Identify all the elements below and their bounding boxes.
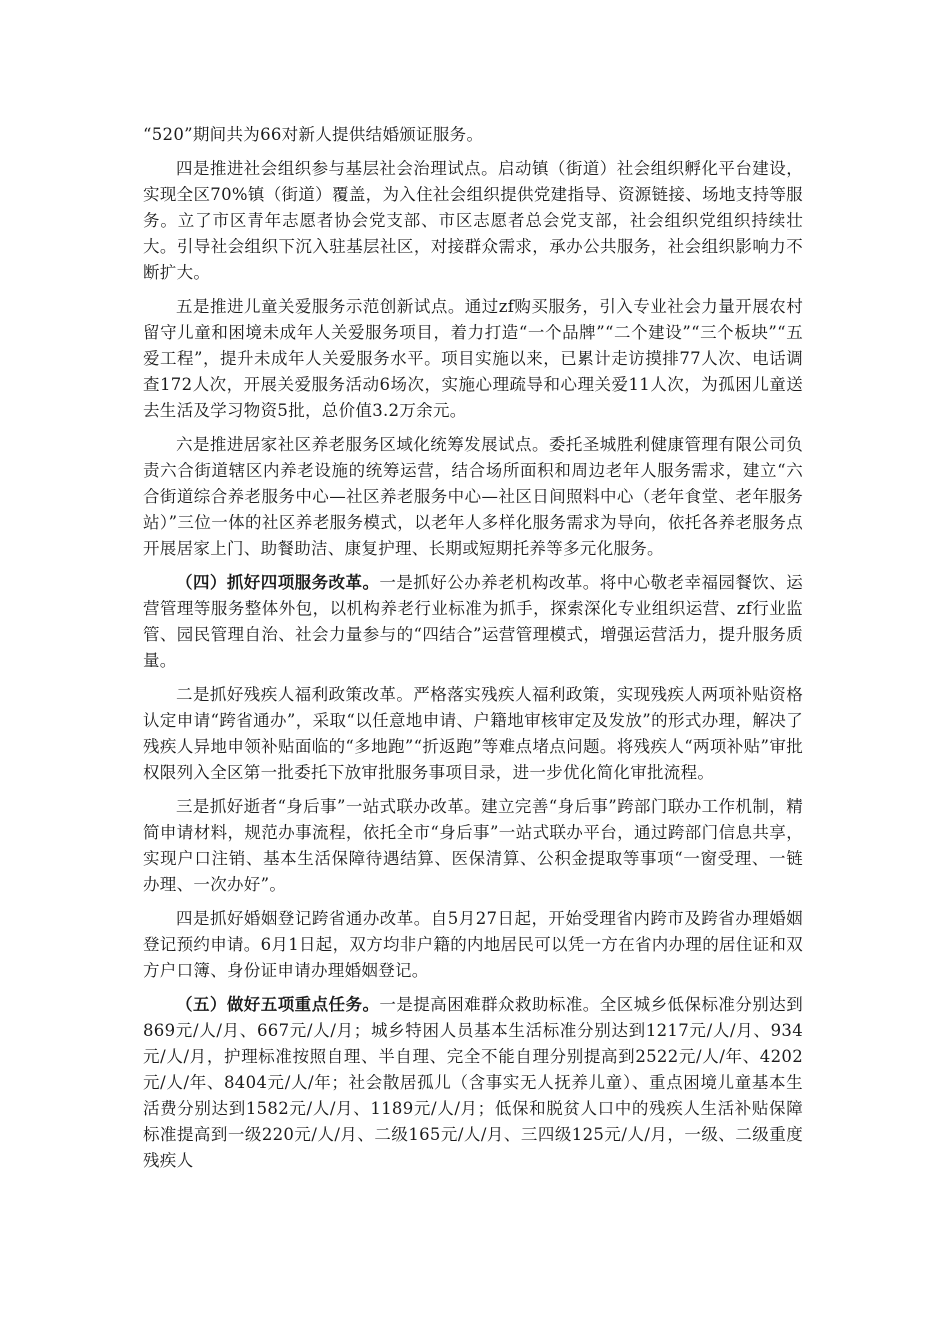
document-page [143,122,803,1182]
paragraph-text: 四是抓好婚姻登记跨省通办改革。自5月27日起，开始受理省内跨市及跨省办理婚姻登记预约申请。6月1日起，双方均非户籍的内地居民可以凭一方在省内办理的居住证和双方户口簿、身份证申请办理婚姻登记。 [143,909,803,980]
paragraph-text: 一是提高困难群众救助标准。全区城乡低保标准分别达到869元/人/月、667元/人/月；城乡特困人员基本生活标准分别达到1217元/人/月、934元/人/月，护理标准按照自理、半自理、完全不能自理分别提高到2522元/人/年、4202元/人/年、8404元/人/年；社会散居孤儿（含事实无人抚养儿童）、重点困境儿童基本生活费分别达到1582元/人/月、1189元/人/月；低保和脱贫人口中的残疾人生活补贴保障标准提高到一级220元/人/月、二级165元/人/月、三四级125元/人/月，一级、二级重度残疾人 [143,995,803,1170]
paragraph-text: 五是推进儿童关爱服务示范创新试点。通过zf购买服务，引入专业社会力量开展农村留守儿童和困境未成年人关爱服务项目，着力打造“一个品牌”“二个建设”“三个板块”“五爱工程”，提升未成年人关爱服务水平。项目实施以来，已累计走访摸排77人次、电话调查172人次，开展关爱服务活动6场次，实施心理疏导和心理关爱11人次，为孤困儿童送去生活及学习物资5批，总价值3.2万余元。 [143,297,803,420]
paragraph-text: 六是推进居家社区养老服务区域化统筹发展试点。委托圣城胜利健康管理有限公司负责六合街道辖区内养老设施的统筹运营，结合场所面积和周边老年人服务需求，建立“六合街道综合养老服务中心—社区养老服务中心—社区日间照料中心（老年食堂、老年服务站）”三位一体的社区养老服务模式，以老年人多样化服务需求为导向，依托各养老服务点开展居家上门、助餐助洁、康复护理、长期或短期托养等多元化服务。 [143,435,803,558]
paragraph-5 [143,682,803,786]
paragraph-7 [143,906,803,984]
paragraph-text: 二是抓好残疾人福利政策改革。严格落实残疾人福利政策，实现残疾人两项补贴资格认定申请“跨省通办”，采取“以任意地申请、户籍地审核审定及发放”的形式办理，解决了残疾人异地申领补贴面临的“多地跑”“折返跑”等难点堵点问题。将残疾人“两项补贴”审批权限列入全区第一批委托下放审批服务事项目录，进一步优化简化审批流程。 [143,685,803,782]
section-heading: （四）抓好四项服务改革。 [176,573,380,592]
paragraph-2 [143,294,803,424]
paragraph-text: 一是抓好公办养老机构改革。将中心敬老幸福园餐饮、运营管理等服务整体外包，以机构养老行业标准为抓手，探索深化专业组织运营、zf行业监管、园民管理自治、社会力量参与的“四结合”运营管理模式，增强运营活力，提升服务质量。 [143,573,803,670]
paragraph-4 [143,570,803,674]
paragraph-8 [143,992,803,1174]
paragraph-3 [143,432,803,562]
section-heading: （五）做好五项重点任务。 [176,995,380,1014]
paragraph-6 [143,794,803,898]
paragraph-text: 三是抓好逝者“身后事”一站式联办改革。建立完善“身后事”跨部门联办工作机制，精简申请材料，规范办事流程，依托全市“身后事”一站式联办平台，通过跨部门信息共享，实现户口注销、基本生活保障待遇结算、医保清算、公积金提取等事项“一窗受理、一链办理、一次办好”。 [143,797,803,894]
paragraph-0 [143,122,803,148]
paragraph-text: 四是推进社会组织参与基层社会治理试点。启动镇（街道）社会组织孵化平台建设，实现全区70%镇（街道）覆盖，为入住社会组织提供党建指导、资源链接、场地支持等服务。立了市区青年志愿者协会党支部、市区志愿者总会党支部，社会组织党组织持续壮大。引导社会组织下沉入驻基层社区，对接群众需求，承办公共服务，社会组织影响力不断扩大。 [143,159,803,282]
paragraph-1 [143,156,803,286]
paragraph-text: “520”期间共为66对新人提供结婚颁证服务。 [143,125,484,144]
